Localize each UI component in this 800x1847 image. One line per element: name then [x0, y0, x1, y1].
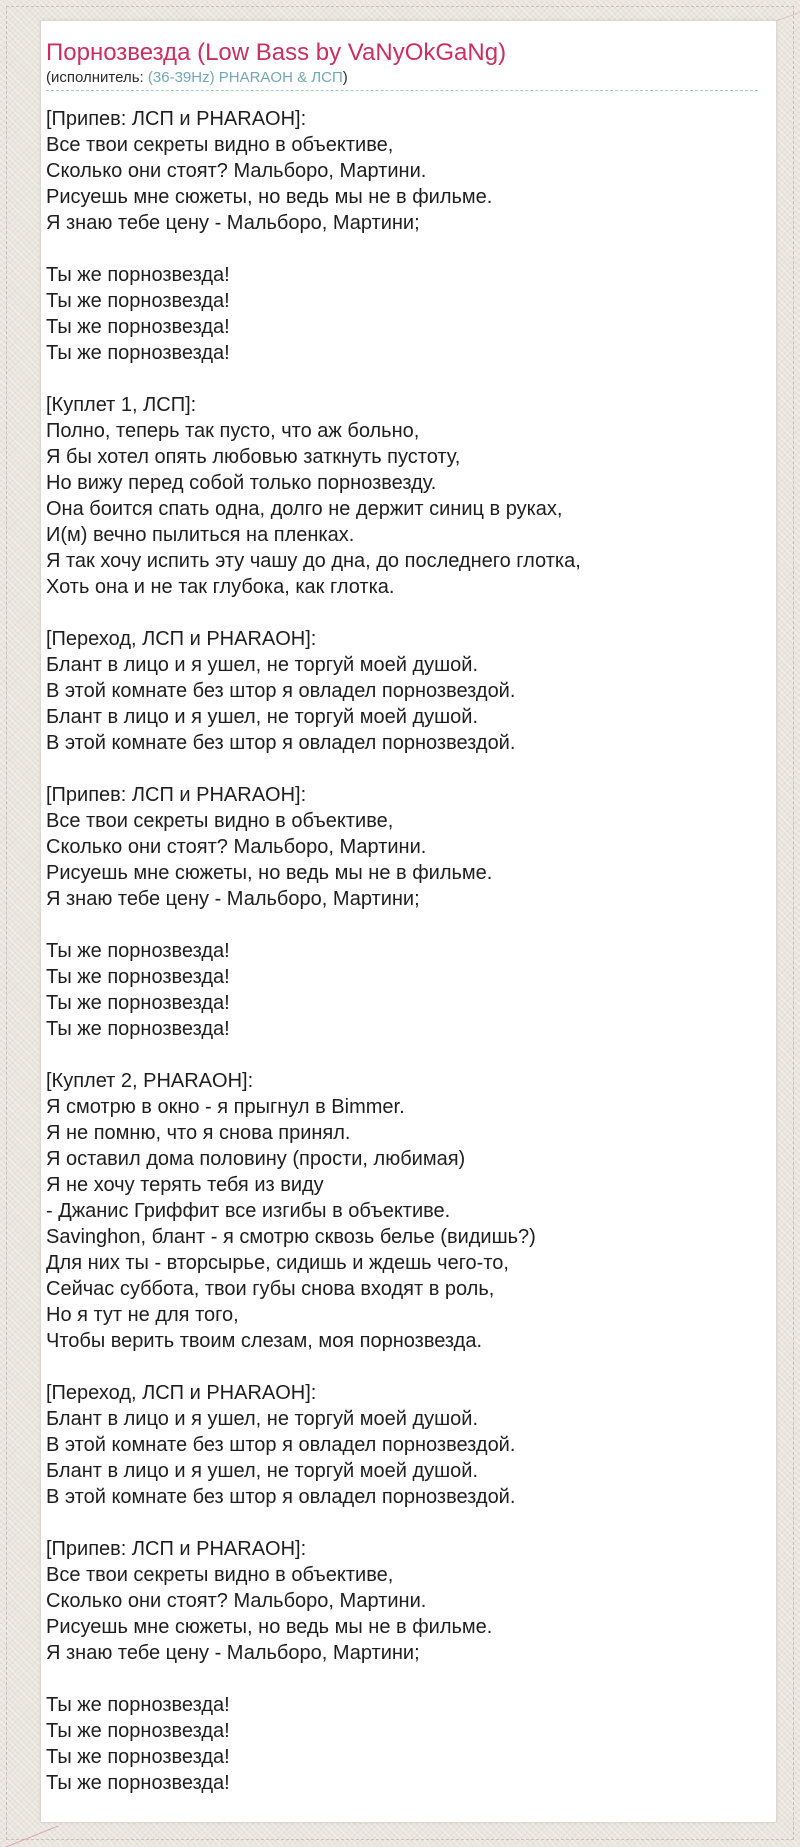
- lyric-line: Сколько они стоят? Мальборо, Мартини.: [46, 1590, 427, 1612]
- lyric-line: [Припев: ЛСП и PHARAOH]:: [46, 784, 307, 806]
- lyric-line: [Переход, ЛСП и PHARAOH]:: [46, 1382, 317, 1404]
- lyric-line: Я бы хотел опять любовью заткнуть пустоту,: [46, 446, 461, 468]
- lyric-line: Я знаю тебе цену - Мальборо, Мартини;: [46, 212, 420, 234]
- lyric-line: Ты же порнозвезда!: [46, 1772, 230, 1794]
- lyrics-card: [40, 20, 777, 1823]
- stanza: [46, 782, 758, 912]
- lyric-line: В этой комнате без штор я овладел порнозвездой.: [46, 680, 516, 702]
- lyric-line: Ты же порнозвезда!: [46, 1720, 230, 1742]
- lyric-line: Ты же порнозвезда!: [46, 316, 230, 338]
- lyric-line: Я знаю тебе цену - Мальборо, Мартини;: [46, 1642, 420, 1664]
- lyrics: [46, 106, 758, 1796]
- lyric-line: Ты же порнозвезда!: [46, 1018, 230, 1040]
- stanza: [46, 938, 758, 1042]
- lyric-line: Рисуешь мне сюжеты, но ведь мы не в фильме.: [46, 186, 493, 208]
- lyric-line: Все твои секреты видно в объективе,: [46, 134, 394, 156]
- lyric-line: В этой комнате без штор я овладел порнозвездой.: [46, 732, 516, 754]
- stanza: [46, 1380, 758, 1510]
- lyric-line: И(м) вечно пылиться на пленках.: [46, 524, 355, 546]
- stanza: [46, 392, 758, 600]
- lyric-line: Ты же порнозвезда!: [46, 940, 230, 962]
- stanza: [46, 1536, 758, 1666]
- lyric-line: Все твои секреты видно в объективе,: [46, 810, 394, 832]
- lyric-line: Сколько они стоят? Мальборо, Мартини.: [46, 160, 427, 182]
- lyric-line: Для них ты - вторсырье, сидишь и ждешь чего-то,: [46, 1252, 509, 1274]
- lyric-line: Ты же порнозвезда!: [46, 342, 230, 364]
- performer-label: (исполнитель:: [46, 69, 144, 86]
- lyric-line: Savinghon, блант - я смотрю сквозь белье (видишь?): [46, 1226, 536, 1248]
- lyric-line: - Джанис Гриффит все изгибы в объективе.: [46, 1200, 451, 1222]
- lyric-line: Я так хочу испить эту чашу до дна, до последнего глотка,: [46, 550, 581, 572]
- lyric-line: В этой комнате без штор я овладел порнозвездой.: [46, 1434, 516, 1456]
- lyric-line: Она боится спать одна, долго не держит синиц в руках,: [46, 498, 563, 520]
- lyric-line: [Припев: ЛСП и PHARAOH]:: [46, 1538, 307, 1560]
- lyric-line: Сколько они стоят? Мальборо, Мартини.: [46, 836, 427, 858]
- lyric-line: Ты же порнозвезда!: [46, 1746, 230, 1768]
- page-title: Порнозвезда (Low Bass by VaNyOkGaNg): [46, 39, 507, 66]
- lyric-line: Ты же порнозвезда!: [46, 1694, 230, 1716]
- performer-link[interactable]: (36-39Hz) PHARAOH & ЛСП: [147, 69, 343, 86]
- lyric-line: Но вижу перед собой только порнозвезду.: [46, 472, 437, 494]
- lyric-line: Блант в лицо и я ушел, не торгуй моей душой.: [46, 1460, 479, 1482]
- lyric-line: Я знаю тебе цену - Мальборо, Мартини;: [46, 888, 420, 910]
- lyric-line: [Куплет 1, ЛСП]:: [46, 394, 197, 416]
- lyric-line: Блант в лицо и я ушел, не торгуй моей душой.: [46, 1408, 479, 1430]
- lyric-line: Полно, теперь так пусто, что аж больно,: [46, 420, 420, 442]
- lyric-line: Ты же порнозвезда!: [46, 264, 230, 286]
- stanza: [46, 1068, 758, 1354]
- stanza: [46, 626, 758, 756]
- lyric-line: Блант в лицо и я ушел, не торгуй моей душой.: [46, 654, 479, 676]
- performer-line: [46, 68, 758, 87]
- lyric-line: Я оставил дома половину (прости, любимая): [46, 1148, 466, 1170]
- header-divider: [46, 90, 758, 91]
- lyric-line: Я смотрю в окно - я прыгнул в Bimmer.: [46, 1096, 405, 1118]
- lyric-line: Блант в лицо и я ушел, не торгуй моей душой.: [46, 706, 479, 728]
- lyric-line: Сейчас суббота, твои губы снова входят в роль,: [46, 1278, 495, 1300]
- lyric-line: Чтобы верить твоим слезам, моя порнозвезда.: [46, 1330, 483, 1352]
- lyric-line: Я не хочу терять тебя из виду: [46, 1174, 324, 1196]
- lyric-line: Хоть она и не так глубока, как глотка.: [46, 576, 395, 598]
- stanza: [46, 1692, 758, 1796]
- lyric-line: Рисуешь мне сюжеты, но ведь мы не в фильме.: [46, 862, 493, 884]
- lyric-line: Все твои секреты видно в объективе,: [46, 1564, 394, 1586]
- lyric-line: Но я тут не для того,: [46, 1304, 239, 1326]
- lyric-line: Я не помню, что я снова принял.: [46, 1122, 351, 1144]
- lyric-line: [Припев: ЛСП и PHARAOH]:: [46, 108, 307, 130]
- lyric-line: В этой комнате без штор я овладел порнозвездой.: [46, 1486, 516, 1508]
- stanza: [46, 262, 758, 366]
- lyric-line: [Переход, ЛСП и PHARAOH]:: [46, 628, 317, 650]
- stanza: [46, 106, 758, 236]
- lyric-line: Ты же порнозвезда!: [46, 290, 230, 312]
- lyric-line: Рисуешь мне сюжеты, но ведь мы не в фильме.: [46, 1616, 493, 1638]
- lyric-line: Ты же порнозвезда!: [46, 992, 230, 1014]
- performer-close-paren: ): [342, 69, 348, 86]
- lyric-line: Ты же порнозвезда!: [46, 966, 230, 988]
- corner-stitch-decoration: [6, 1826, 58, 1847]
- lyric-line: [Куплет 2, PHARAOH]:: [46, 1070, 254, 1092]
